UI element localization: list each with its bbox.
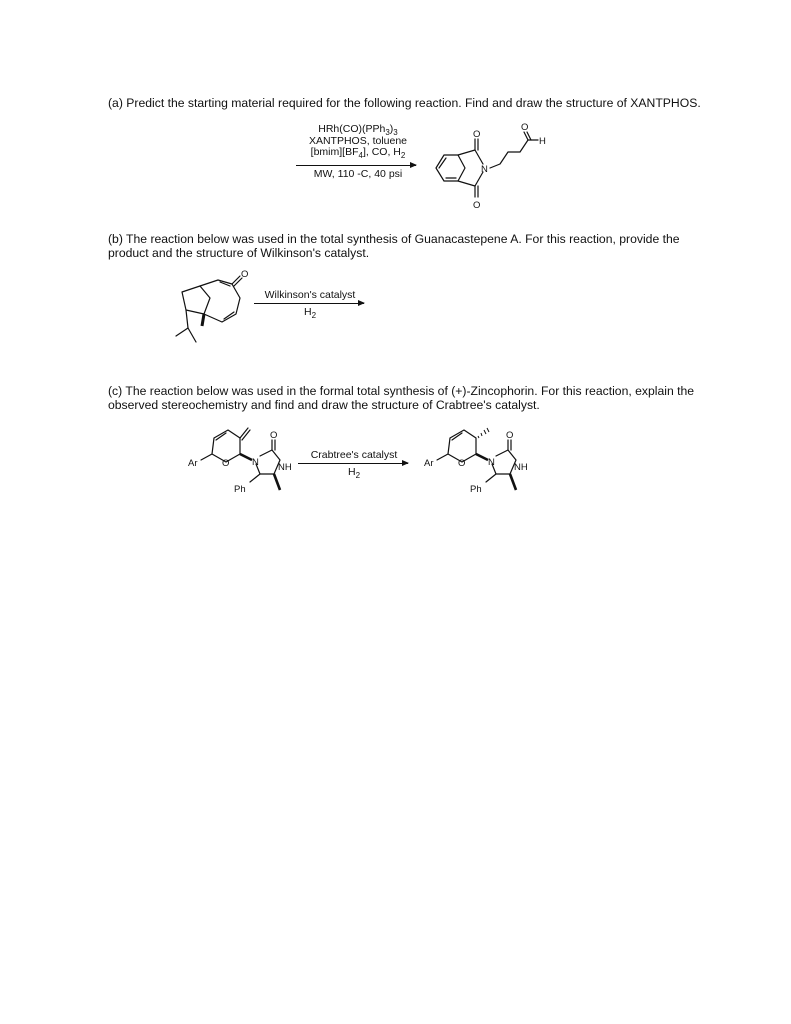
atom-o-aldehyde: O: [521, 122, 529, 133]
atom-ph: Ph: [470, 484, 482, 495]
atom-nh: NH: [278, 462, 292, 473]
atom-ar: Ar: [424, 458, 434, 469]
condition-ionic-liquid: $[bmim][BF_4]$, CO, $H_2$: [310, 146, 406, 161]
atom-h: H: [539, 136, 546, 147]
atom-o-top: O: [473, 129, 481, 140]
reaction-a-condition-below: MW, 110 -C, 40 psi: [313, 168, 403, 180]
question-b-text: (b) The reaction below was used in the total synthesis of Guanacastepene A. For this reaction, provide the product and the structure of Wilkinson's catalyst.: [108, 232, 680, 260]
reaction-b-condition-bottom: $H_2$: [303, 306, 317, 321]
atom-nh: NH: [514, 462, 528, 473]
atom-o: O: [241, 269, 249, 280]
reaction-a-conditions: [296, 124, 420, 159]
reaction-c-arrow: [298, 463, 408, 464]
atom-n: N: [252, 457, 259, 468]
atom-o-carbonyl: O: [506, 430, 514, 441]
reaction-b-starting-material: [166, 270, 256, 350]
atom-n: N: [488, 457, 495, 468]
reaction-c-starting-material: [188, 420, 298, 500]
reaction-a-product-structure: [428, 124, 578, 214]
reaction-b-condition-top: Wilkinson's catalyst: [264, 289, 356, 301]
reaction-b-arrow: [254, 303, 364, 304]
reaction-c-product: [424, 420, 544, 500]
atom-o-bottom: O: [473, 200, 481, 211]
question-a-text: (a) Predict the starting material required for the following reaction. Find and draw the structure of XANTPHOS.: [108, 96, 701, 110]
reaction-c-condition-bottom: $H_2$: [347, 466, 361, 481]
atom-o-carbonyl: O: [270, 430, 278, 441]
atom-n: N: [481, 164, 488, 175]
atom-o-ring: O: [458, 458, 466, 469]
atom-o-ring: O: [222, 458, 230, 469]
reaction-a-arrow: [296, 165, 416, 166]
atom-ar: Ar: [188, 458, 198, 469]
condition-catalyst: $HRh(CO)(PPh_3)_3$: [318, 123, 398, 138]
atom-ph: Ph: [234, 484, 246, 495]
condition-ligand-solvent: XANTPHOS, toluene: [308, 134, 408, 147]
reaction-c-condition-top: Crabtree's catalyst: [310, 449, 398, 461]
question-c-text: (c) The reaction below was used in the formal total synthesis of (+)-Zincophorin. For this reaction, explain the observed stereochemistry and find and draw the structure of Crabtree's catalyst.: [108, 384, 695, 412]
